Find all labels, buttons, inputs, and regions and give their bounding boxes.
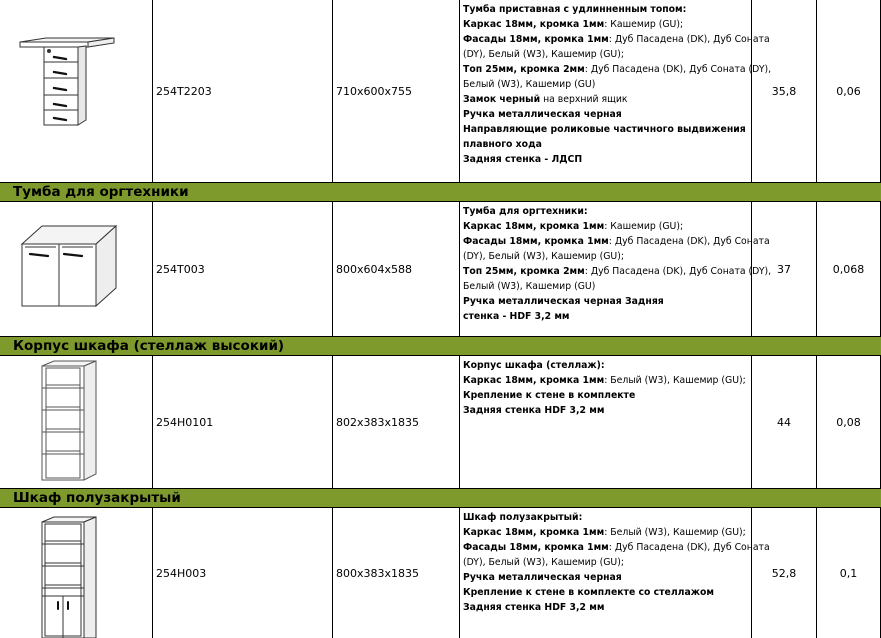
article-code: 254T2203 <box>153 0 333 182</box>
description-text: Крепление к стене в комплекте <box>463 390 636 401</box>
description-line <box>463 47 748 62</box>
weight: 37 <box>752 202 817 336</box>
article-code: 254H003 <box>153 508 333 638</box>
description-line <box>463 107 748 122</box>
description-text: : Белый (W3), Кашемир (GU); <box>604 375 746 386</box>
section-title: Шкаф полузакрытый <box>13 490 181 506</box>
description-line <box>463 2 748 17</box>
dimensions: 710x600x755 <box>333 0 460 182</box>
description-text: Белый (W3), Кашемир (GU) <box>463 79 596 90</box>
description-text: Замок черный <box>463 94 541 105</box>
table-row <box>0 508 881 638</box>
half-closed-cabinet-drawing <box>0 508 153 638</box>
description-text: (DY), Белый (W3), Кашемир (GU); <box>463 557 624 568</box>
product-image-cell <box>0 202 153 336</box>
description-text: Фасады 18мм, кромка 1мм <box>463 34 609 45</box>
dimensions: 800x383x1835 <box>333 508 460 638</box>
description-line <box>463 264 772 279</box>
table-row <box>0 356 881 488</box>
description-line <box>463 570 748 585</box>
product-image-cell <box>0 0 153 182</box>
description <box>460 202 772 336</box>
description <box>460 508 770 638</box>
description-line <box>463 62 772 77</box>
description-text: Белый (W3), Кашемир (GU) <box>463 281 596 292</box>
description-text: Каркас 18мм, кромка 1мм <box>463 375 605 386</box>
description-text: Шкаф полузакрытый: <box>463 512 583 523</box>
description <box>460 0 772 182</box>
product-image-cell <box>0 356 153 488</box>
description-text: : Кашемир (GU); <box>604 221 684 232</box>
weight: 52,8 <box>752 508 817 638</box>
section-title: Корпус шкафа (стеллаж высокий) <box>13 338 285 354</box>
description-text: Топ 25мм, кромка 2мм <box>463 266 585 277</box>
description-line <box>463 540 770 555</box>
description-text: Каркас 18мм, кромка 1мм <box>463 527 605 538</box>
description-text: Топ 25мм, кромка 2мм <box>463 64 585 75</box>
description-line <box>463 358 748 373</box>
article-code: 254H0101 <box>153 356 333 488</box>
office-pedestal-drawing <box>0 202 153 336</box>
description-line <box>463 555 748 570</box>
description-text: Каркас 18мм, кромка 1мм <box>463 19 605 30</box>
table-row <box>0 202 881 336</box>
description-line <box>463 600 748 615</box>
description-text: : Дуб Пасадена (DK), Дуб Соната <box>608 34 770 45</box>
description-line <box>463 77 748 92</box>
weight: 35,8 <box>752 0 817 182</box>
description-text: Фасады 18мм, кромка 1мм <box>463 236 609 247</box>
section-title: Тумба для оргтехники <box>13 184 189 200</box>
description-line <box>463 510 748 525</box>
description-text: (DY), Белый (W3), Кашемир (GU); <box>463 49 624 60</box>
description-text: Направляющие роликовые частичного выдвижения <box>463 124 746 135</box>
description-text: : Дуб Пасадена (DK), Дуб Соната (DY), <box>584 64 772 75</box>
pedestal-drawing <box>0 0 153 182</box>
description-line <box>463 32 770 47</box>
description-text: Каркас 18мм, кромка 1мм <box>463 221 605 232</box>
description-line <box>463 373 748 388</box>
description-line <box>463 219 748 234</box>
description-line <box>463 279 748 294</box>
description-line <box>463 17 748 32</box>
description-text: : Дуб Пасадена (DK), Дуб Соната <box>608 542 770 553</box>
description-text: : Белый (W3), Кашемир (GU); <box>604 527 746 538</box>
section-header <box>0 336 881 356</box>
description-text: Тумба для оргтехники: <box>463 206 588 217</box>
description-line <box>463 403 748 418</box>
description-line <box>463 294 748 309</box>
volume: 0,08 <box>817 356 881 488</box>
shelving-drawing <box>0 356 153 488</box>
section-header <box>0 182 881 202</box>
description-line <box>463 234 770 249</box>
description-line <box>463 249 748 264</box>
description-line <box>463 585 748 600</box>
section-header <box>0 488 881 508</box>
article-code: 254T003 <box>153 202 333 336</box>
table-row <box>0 0 881 182</box>
volume: 0,068 <box>817 202 881 336</box>
description-line <box>463 309 748 324</box>
description-text: плавного хода <box>463 139 542 150</box>
description-text: Фасады 18мм, кромка 1мм <box>463 542 609 553</box>
description-text: Корпус шкафа (стеллаж): <box>463 360 605 371</box>
description-text: Ручка металлическая черная Задняя <box>463 296 664 307</box>
description-text: Крепление к стене в комплекте со стеллажом <box>463 587 714 598</box>
description-line <box>463 152 748 167</box>
description-line <box>463 388 748 403</box>
dimensions: 802x383x1835 <box>333 356 460 488</box>
description-text: : Кашемир (GU); <box>604 19 684 30</box>
description <box>460 356 752 488</box>
description-text: Задняя стенка HDF 3,2 мм <box>463 602 605 613</box>
description-text: Ручка металлическая черная <box>463 109 622 120</box>
description-text: Ручка металлическая черная <box>463 572 622 583</box>
description-text: : Дуб Пасадена (DK), Дуб Соната (DY), <box>584 266 772 277</box>
description-text: стенка - HDF 3,2 мм <box>463 311 570 322</box>
description-line <box>463 525 748 540</box>
description-line <box>463 137 748 152</box>
volume: 0,1 <box>817 508 881 638</box>
description-text: на верхний ящик <box>540 94 628 105</box>
description-text: Тумба приставная с удлинненным топом: <box>463 4 687 15</box>
dimensions: 800x604x588 <box>333 202 460 336</box>
description-line <box>463 204 748 219</box>
volume: 0,06 <box>817 0 881 182</box>
description-text: : Дуб Пасадена (DK), Дуб Соната <box>608 236 770 247</box>
description-text: Задняя стенка - ЛДСП <box>463 154 583 165</box>
product-image-cell <box>0 508 153 638</box>
weight: 44 <box>752 356 817 488</box>
description-text: (DY), Белый (W3), Кашемир (GU); <box>463 251 624 262</box>
description-line <box>463 122 748 137</box>
description-text: Задняя стенка HDF 3,2 мм <box>463 405 605 416</box>
description-line <box>463 92 748 107</box>
